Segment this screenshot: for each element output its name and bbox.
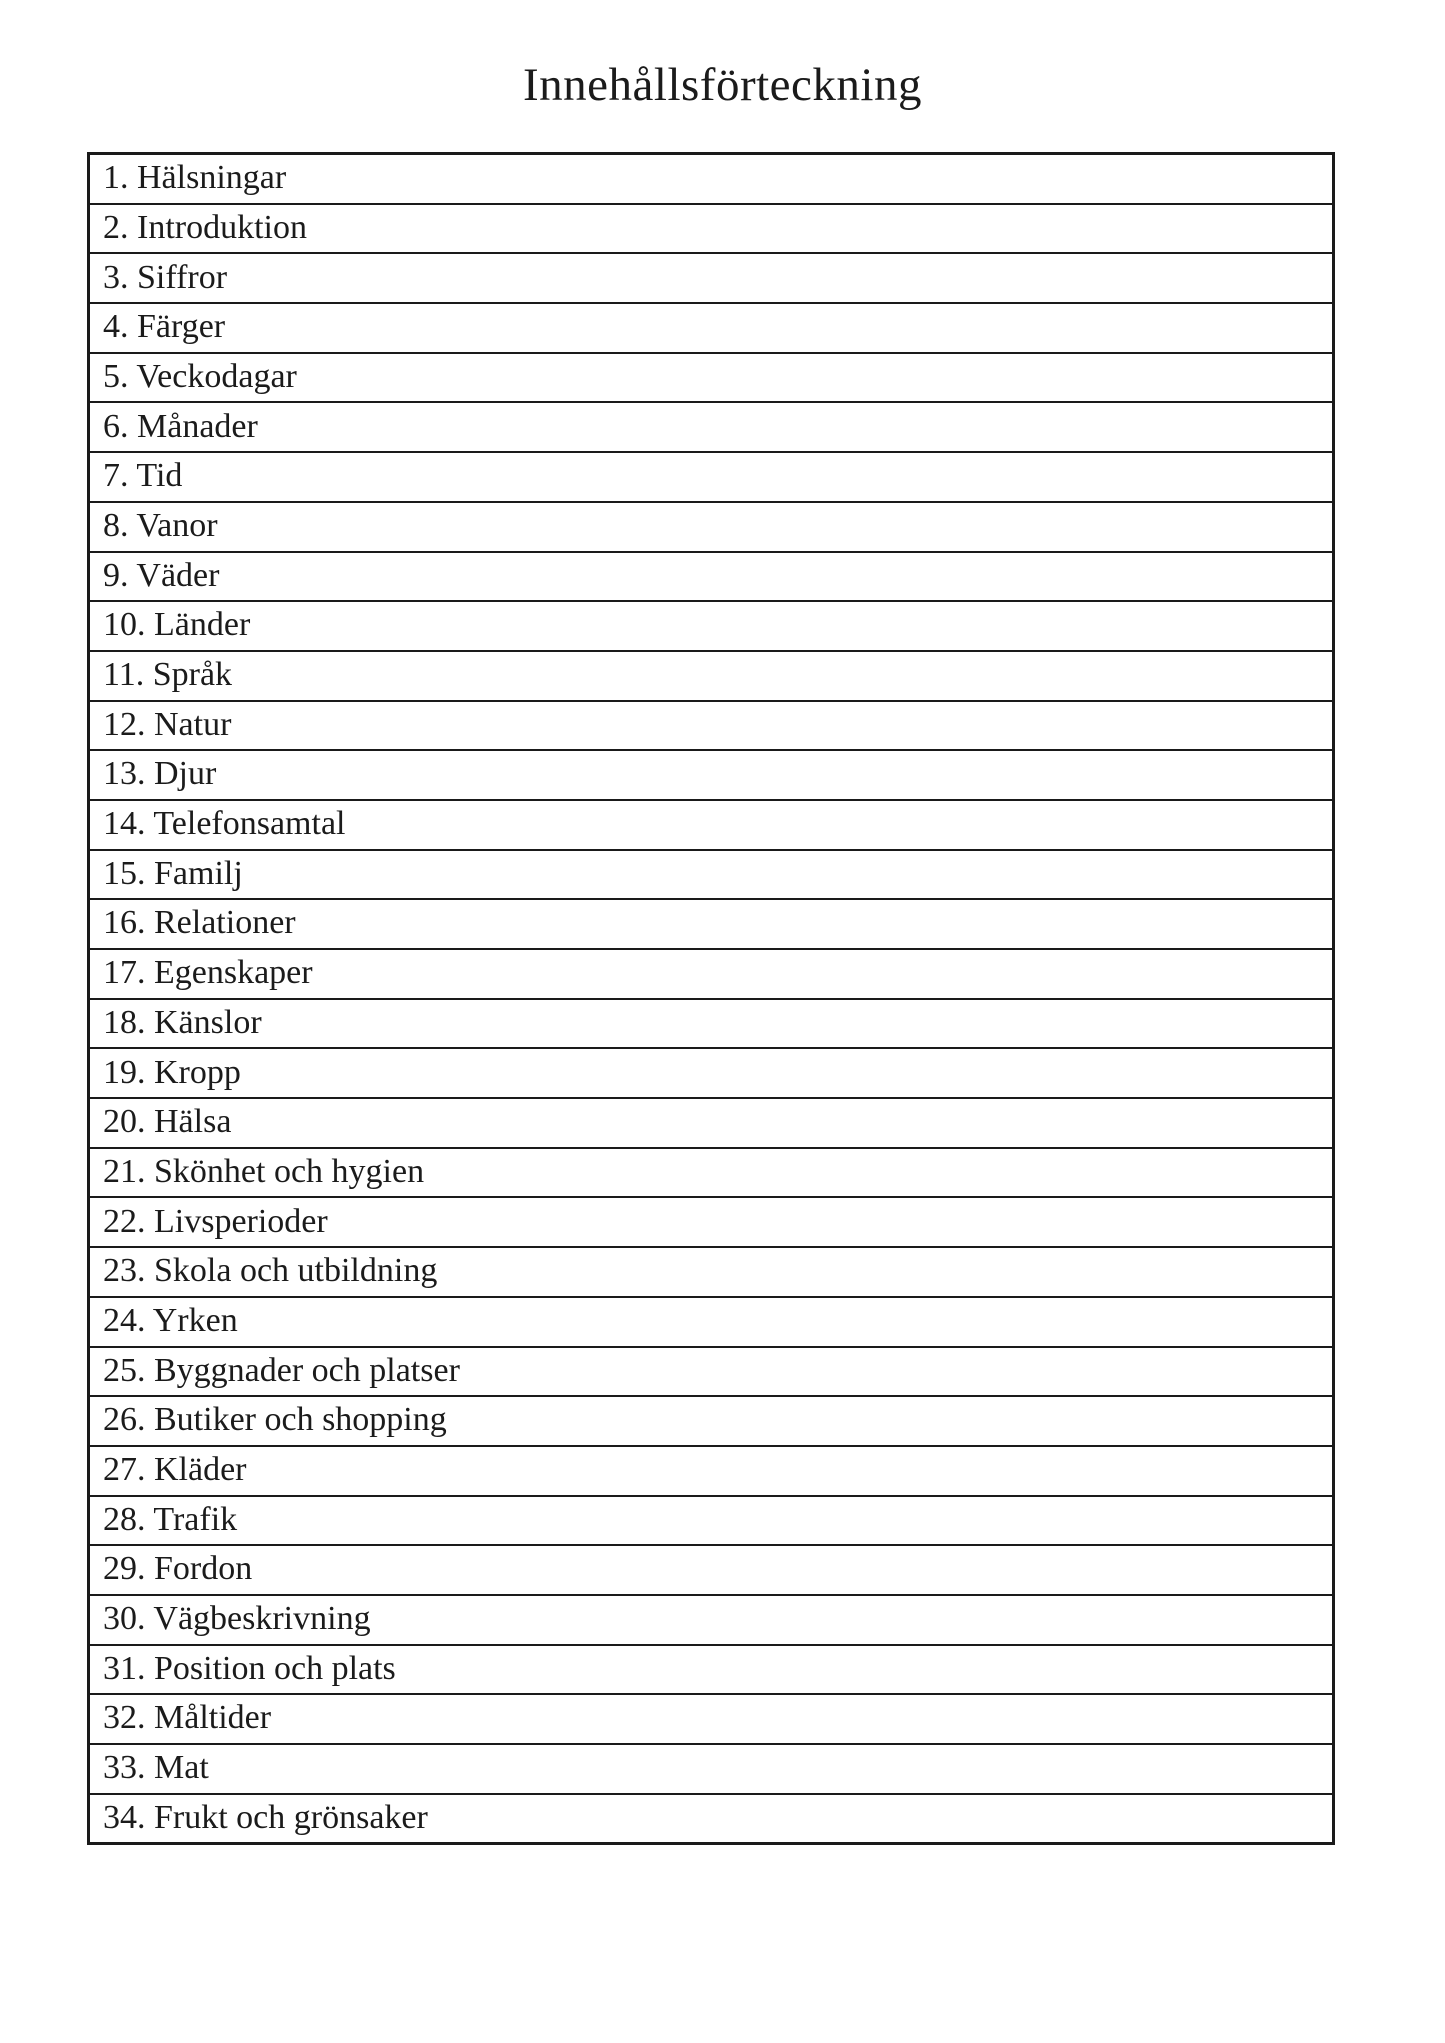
toc-row [89,1545,1334,1595]
toc-row [89,552,1334,602]
toc-entry: 11. Språk [89,651,1334,701]
toc-row [89,1446,1334,1496]
toc-row [89,1694,1334,1744]
toc-row [89,1347,1334,1397]
toc-row [89,452,1334,502]
toc-entry: 29. Fordon [89,1545,1334,1595]
toc-row [89,850,1334,900]
toc-entry: 4. Färger [89,303,1334,353]
toc-row [89,303,1334,353]
toc-row [89,1148,1334,1198]
toc-entry: 19. Kropp [89,1048,1334,1098]
toc-entry: 12. Natur [89,701,1334,751]
toc-row [89,1496,1334,1546]
toc-entry: 30. Vägbeskrivning [89,1595,1334,1645]
toc-entry: 13. Djur [89,750,1334,800]
toc-entry: 26. Butiker och shopping [89,1396,1334,1446]
toc-entry: 1. Hälsningar [89,154,1334,204]
toc-entry: 31. Position och plats [89,1645,1334,1695]
toc-row [89,1645,1334,1695]
toc-entry: 17. Egenskaper [89,949,1334,999]
toc-row [89,899,1334,949]
toc-entry: 32. Måltider [89,1694,1334,1744]
toc-row [89,1048,1334,1098]
toc-entry: 16. Relationer [89,899,1334,949]
toc-row [89,1098,1334,1148]
toc-row [89,1744,1334,1794]
toc-entry: 9. Väder [89,552,1334,602]
page-title: Innehållsförteckning [523,59,922,111]
toc-row [89,353,1334,403]
toc-entry: 28. Trafik [89,1496,1334,1546]
toc-row [89,1794,1334,1844]
toc-row [89,1595,1334,1645]
toc-row [89,502,1334,552]
toc-row [89,701,1334,751]
toc-entry: 33. Mat [89,1744,1334,1794]
toc-row [89,1247,1334,1297]
toc-row [89,1297,1334,1347]
toc-entry: 21. Skönhet och hygien [89,1148,1334,1198]
toc-entry: 20. Hälsa [89,1098,1334,1148]
toc-entry: 22. Livsperioder [89,1197,1334,1247]
toc-entry: 25. Byggnader och platser [89,1347,1334,1397]
toc-row [89,1396,1334,1446]
toc-entry: 3. Siffror [89,253,1334,303]
toc-entry: 34. Frukt och grönsaker [89,1794,1334,1844]
toc-entry: 15. Familj [89,850,1334,900]
toc-entry: 14. Telefonsamtal [89,800,1334,850]
toc-row [89,253,1334,303]
toc-row [89,949,1334,999]
toc-entry: 2. Introduktion [89,204,1334,254]
toc-entry: 8. Vanor [89,502,1334,552]
toc-row [89,999,1334,1049]
toc-row [89,651,1334,701]
toc-table-body [89,154,1334,1844]
toc-entry: 6. Månader [89,402,1334,452]
toc-row [89,402,1334,452]
toc-entry: 24. Yrken [89,1297,1334,1347]
toc-row [89,601,1334,651]
toc-entry: 18. Känslor [89,999,1334,1049]
toc-entry: 5. Veckodagar [89,353,1334,403]
toc-row [89,800,1334,850]
toc-entry: 27. Kläder [89,1446,1334,1496]
toc-row [89,154,1334,204]
toc-entry: 7. Tid [89,452,1334,502]
toc-row [89,1197,1334,1247]
toc-row [89,750,1334,800]
toc-row [89,204,1334,254]
toc-table [87,152,1335,1845]
toc-entry: 23. Skola och utbildning [89,1247,1334,1297]
toc-entry: 10. Länder [89,601,1334,651]
